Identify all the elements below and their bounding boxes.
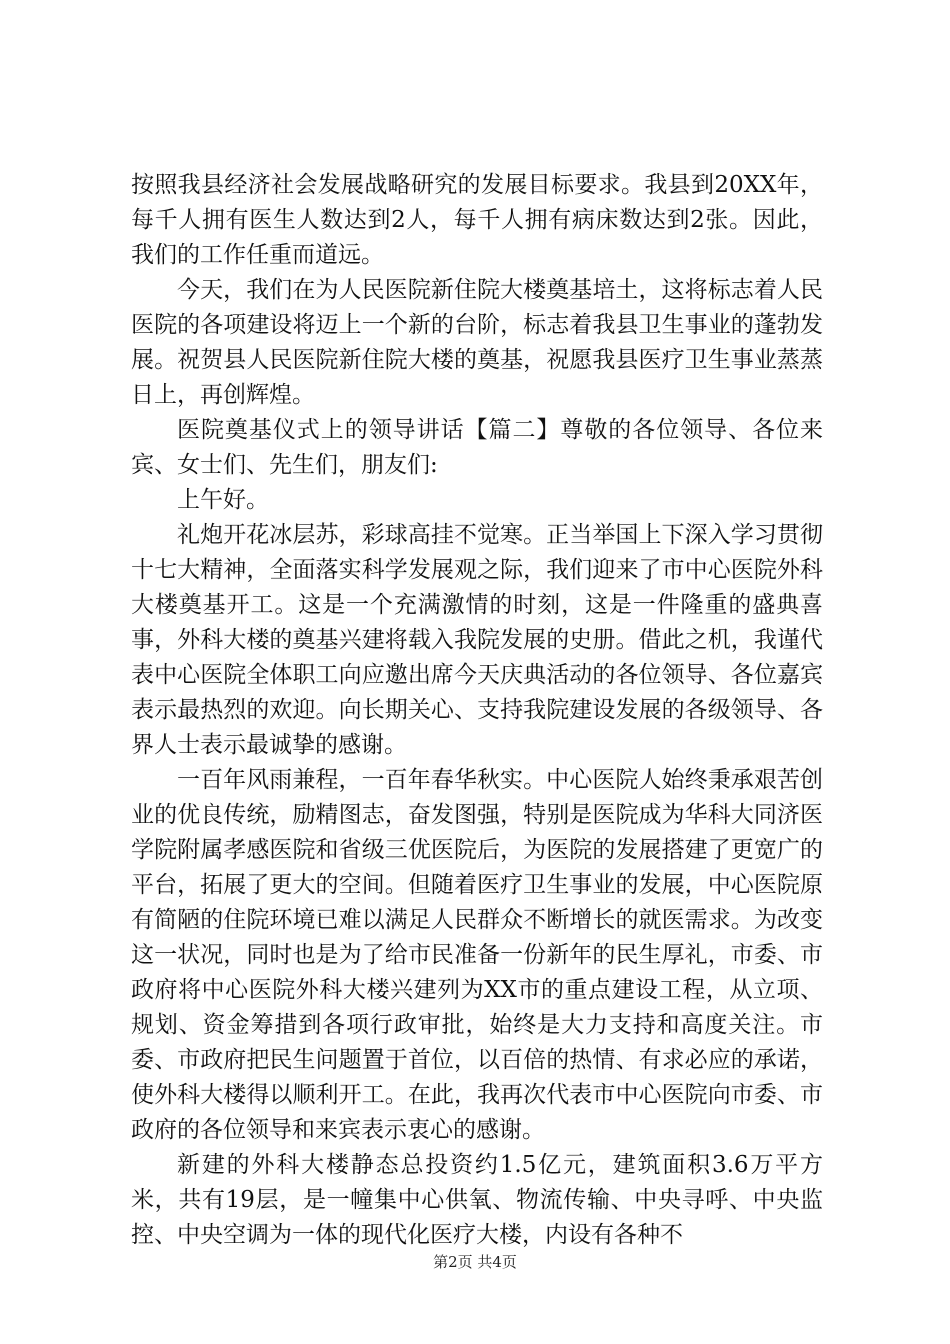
paragraph: 新建的外科大楼静态总投资约1.5亿元，建筑面积3.6万平方米，共有19层，是一幢集中心供氧、物流传输、中央寻呼、中央监控、中央空调为一体的现代化医疗大楼，内设有各种不: [131, 1152, 823, 1248]
paragraph-continuation: 按照我县经济社会发展战略研究的发展目标要求。我县到20XX年，每千人拥有医生人数达到2人，每千人拥有病床数达到2张。因此，我们的工作任重而道远。: [131, 172, 823, 268]
paragraph: 一百年风雨兼程，一百年春华秋实。中心医院人始终秉承艰苦创业的优良传统，励精图志，奋发图强，特别是医院成为华科大同济医学院附属孝感医院和省级三优医院后，为医院的发展搭建了更宽广的平台，拓展了更大的空间。但随着医疗卫生事业的发展，中心医院原有简陋的住院环境已难以满足人民群众不断增长的就医需求。为改变这一状况，同时也是为了给市民准备一份新年的民生厚礼，市委、市政府将中心医院外科大楼兴建列为XX市的重点建设工程，从立项、规划、资金筹措到各项行政审批，始终是大力支持和高度关注。市委、市政府把民生问题置于首位，以百倍的热情、有求必应的承诺，使外科大楼得以顺利开工。在此，我再次代表市中心医院向市委、市政府的各位领导和来宾表示衷心的感谢。: [131, 767, 823, 1143]
page-number-footer: 第2页 共4页: [433, 1253, 517, 1271]
document-body: [131, 168, 823, 1253]
paragraph-greeting: 上午好。: [177, 487, 269, 513]
paragraph: 礼炮开花冰层苏，彩球高挂不觉寒。正当举国上下深入学习贯彻十七大精神，全面落实科学发展观之际，我们迎来了市中心医院外科大楼奠基开工。这是一个充满激情的时刻，这是一件隆重的盛典喜事，外科大楼的奠基兴建将载入我院发展的史册。借此之机，我谨代表中心医院全体职工向应邀出席今天庆典活动的各位领导、各位嘉宾表示最热烈的欢迎。向长期关心、支持我院建设发展的各级领导、各界人士表示最诚挚的感谢。: [131, 522, 823, 758]
paragraph: 今天，我们在为人民医院新住院大楼奠基培土，这将标志着人民医院的各项建设将迈上一个新的台阶，标志着我县卫生事业的蓬勃发展。祝贺县人民医院新住院大楼的奠基，祝愿我县医疗卫生事业蒸蒸日上，再创辉煌。: [131, 277, 823, 408]
paragraph-section-heading: 医院奠基仪式上的领导讲话【篇二】尊敬的各位领导、各位来宾、女士们、先生们，朋友们:: [131, 417, 823, 478]
